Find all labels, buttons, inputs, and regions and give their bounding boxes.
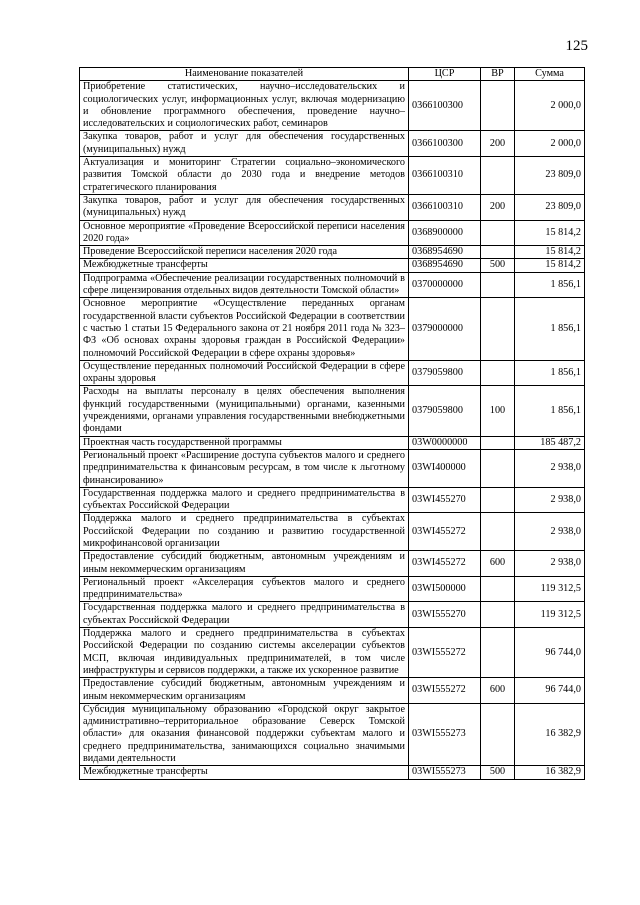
cell-csr: 0368954690	[409, 246, 481, 259]
cell-vr	[481, 703, 515, 765]
cell-csr: 03WI455272	[409, 513, 481, 551]
cell-vr	[481, 628, 515, 678]
table-row	[80, 360, 585, 386]
table-row	[80, 131, 585, 157]
cell-vr: 500	[481, 259, 515, 272]
cell-name: Закупка товаров, работ и услуг для обеспечения государственных (муниципальных) нужд	[80, 194, 409, 220]
cell-vr: 200	[481, 131, 515, 157]
table-row	[80, 194, 585, 220]
cell-csr: 03WI455272	[409, 551, 481, 577]
cell-name: Основное мероприятие «Осуществление переданных органам государственной власти субъектов Российской Федерации в соответствии с частью 1 статьи 15 Федерального закона от 21 ноября 2011 года № 323–ФЗ «Об основах охраны здоровья граждан в Российской Федерации» полномочий Российской Федерации в сфере охраны здоровья»	[80, 298, 409, 360]
cell-name: Межбюджетные трансферты	[80, 766, 409, 779]
cell-csr: 0370000000	[409, 272, 481, 298]
page-number: 125	[565, 38, 588, 54]
cell-vr: 600	[481, 551, 515, 577]
cell-csr: 03W0000000	[409, 436, 481, 449]
cell-sum: 16 382,9	[515, 766, 585, 779]
cell-csr: 03WI455270	[409, 487, 481, 513]
cell-name: Предоставление субсидий бюджетным, автономным учреждениям и иным некоммерческим организациям	[80, 678, 409, 704]
table-row	[80, 246, 585, 259]
header-csr: ЦСР	[409, 68, 481, 81]
cell-csr: 03WI400000	[409, 449, 481, 487]
cell-sum: 185 487,2	[515, 436, 585, 449]
cell-csr: 03WI555272	[409, 628, 481, 678]
table-row	[80, 81, 585, 131]
cell-vr	[481, 602, 515, 628]
cell-csr: 03WI555273	[409, 766, 481, 779]
cell-sum: 15 814,2	[515, 246, 585, 259]
cell-name: Предоставление субсидий бюджетным, автономным учреждениям и иным некоммерческим организациям	[80, 551, 409, 577]
cell-name: Расходы на выплаты персоналу в целях обеспечения выполнения функций государственными (муниципальными) органами, казенными учреждениями, органами управления государственными внебюджетными фондами	[80, 386, 409, 436]
table-row	[80, 436, 585, 449]
cell-sum: 2 938,0	[515, 513, 585, 551]
cell-csr: 03WI500000	[409, 576, 481, 602]
header-sum: Сумма	[515, 68, 585, 81]
cell-name: Проведение Всероссийской переписи населения 2020 года	[80, 246, 409, 259]
cell-sum: 16 382,9	[515, 703, 585, 765]
cell-csr: 0366100310	[409, 194, 481, 220]
table-row	[80, 703, 585, 765]
cell-sum: 1 856,1	[515, 360, 585, 386]
header-vr: ВР	[481, 68, 515, 81]
cell-vr: 100	[481, 386, 515, 436]
cell-csr: 0379059800	[409, 360, 481, 386]
cell-name: Актуализация и мониторинг Стратегии социально–экономического развития Томской области до 2030 года и внедрение методов стратегического планирования	[80, 157, 409, 195]
table-row	[80, 157, 585, 195]
table-row	[80, 298, 585, 360]
table-row	[80, 487, 585, 513]
cell-vr	[481, 513, 515, 551]
table-row	[80, 449, 585, 487]
cell-sum: 2 938,0	[515, 449, 585, 487]
table-row	[80, 551, 585, 577]
cell-vr	[481, 487, 515, 513]
cell-csr: 03WI555273	[409, 703, 481, 765]
cell-sum: 15 814,2	[515, 220, 585, 246]
cell-name: Основное мероприятие «Проведение Всероссийской переписи населения 2020 года»	[80, 220, 409, 246]
cell-name: Осуществление переданных полномочий Российской Федерации в сфере охраны здоровья	[80, 360, 409, 386]
cell-csr: 0366100310	[409, 157, 481, 195]
table-row	[80, 386, 585, 436]
cell-sum: 119 312,5	[515, 602, 585, 628]
cell-name: Поддержка малого и среднего предпринимательства в субъектах Российской Федерации по созданию и развитию государственной микрофинансовой организации	[80, 513, 409, 551]
cell-sum: 15 814,2	[515, 259, 585, 272]
cell-sum: 1 856,1	[515, 386, 585, 436]
cell-sum: 2 000,0	[515, 131, 585, 157]
cell-sum: 1 856,1	[515, 272, 585, 298]
cell-vr: 200	[481, 194, 515, 220]
cell-csr: 0379059800	[409, 386, 481, 436]
cell-csr: 0368900000	[409, 220, 481, 246]
cell-vr	[481, 81, 515, 131]
cell-csr: 0366100300	[409, 131, 481, 157]
table-row	[80, 220, 585, 246]
cell-name: Закупка товаров, работ и услуг для обеспечения государственных (муниципальных) нужд	[80, 131, 409, 157]
cell-vr	[481, 157, 515, 195]
cell-name: Межбюджетные трансферты	[80, 259, 409, 272]
budget-table	[79, 67, 585, 780]
cell-vr	[481, 272, 515, 298]
cell-sum: 23 809,0	[515, 194, 585, 220]
cell-sum: 96 744,0	[515, 628, 585, 678]
cell-sum: 23 809,0	[515, 157, 585, 195]
header-name: Наименование показателей	[80, 68, 409, 81]
cell-vr	[481, 449, 515, 487]
cell-name: Региональный проект «Расширение доступа субъектов малого и среднего предпринимательства к финансовым ресурсам, в том числе к льготному финансированию»	[80, 449, 409, 487]
cell-vr	[481, 360, 515, 386]
table-row	[80, 513, 585, 551]
cell-sum: 2 938,0	[515, 551, 585, 577]
cell-vr	[481, 298, 515, 360]
cell-name: Государственная поддержка малого и среднего предпринимательства в субъектах Российской Федерации	[80, 487, 409, 513]
cell-vr: 500	[481, 766, 515, 779]
cell-vr	[481, 436, 515, 449]
cell-csr: 03WI555270	[409, 602, 481, 628]
cell-sum: 2 000,0	[515, 81, 585, 131]
cell-vr	[481, 246, 515, 259]
table-row	[80, 766, 585, 779]
cell-name: Субсидия муниципальному образованию «Городской округ закрытое административно–территориальное образование Северск Томской области» для оказания финансовой поддержки субъектам малого и среднего предпринимательства, занимающихся социально значимыми видами деятельности	[80, 703, 409, 765]
cell-name: Приобретение статистических, научно–исследовательских и социологических услуг, информационных услуг, включая модернизацию и обновление программного обеспечения, проведение научно–исследовательских и социологических работ, семинаров	[80, 81, 409, 131]
cell-sum: 1 856,1	[515, 298, 585, 360]
cell-vr: 600	[481, 678, 515, 704]
table-row	[80, 259, 585, 272]
cell-csr: 0368954690	[409, 259, 481, 272]
cell-vr	[481, 220, 515, 246]
cell-vr	[481, 576, 515, 602]
cell-name: Поддержка малого и среднего предпринимательства в субъектах Российской Федерации по созданию системы акселерации субъектов МСП, включая индивидуальных предпринимателей, в том числе инфраструктуры и сервисов поддержки, а также их ускоренное развитие	[80, 628, 409, 678]
cell-sum: 119 312,5	[515, 576, 585, 602]
table-row	[80, 678, 585, 704]
table-row	[80, 576, 585, 602]
table-row	[80, 272, 585, 298]
cell-name: Подпрограмма «Обеспечение реализации государственных полномочий в сфере лицензирования отдельных видов деятельности Томской области»	[80, 272, 409, 298]
cell-name: Проектная часть государственной программы	[80, 436, 409, 449]
cell-csr: 0366100300	[409, 81, 481, 131]
cell-sum: 96 744,0	[515, 678, 585, 704]
table-body	[80, 81, 585, 779]
cell-sum: 2 938,0	[515, 487, 585, 513]
table-header-row	[80, 68, 585, 81]
table-row	[80, 628, 585, 678]
cell-csr: 03WI555272	[409, 678, 481, 704]
cell-name: Государственная поддержка малого и среднего предпринимательства в субъектах Российской Федерации	[80, 602, 409, 628]
table-row	[80, 602, 585, 628]
cell-name: Региональный проект «Акселерация субъектов малого и среднего предпринимательства»	[80, 576, 409, 602]
cell-csr: 0379000000	[409, 298, 481, 360]
